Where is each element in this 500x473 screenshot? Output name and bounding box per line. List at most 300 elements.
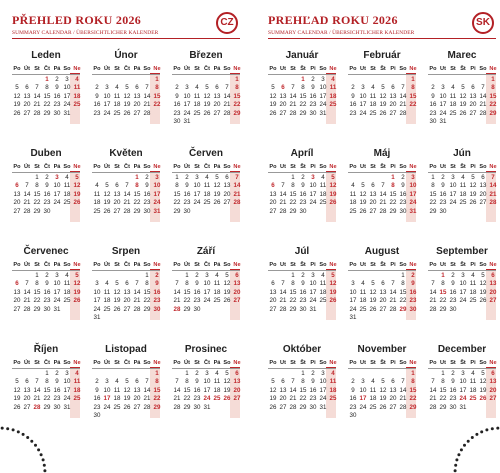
day-cell: 3 — [441, 84, 445, 92]
weekday-label: Ut — [280, 262, 286, 268]
day-cell: 8 — [185, 378, 189, 386]
day-cell: 25 — [329, 101, 337, 109]
day-cell: 18 — [329, 92, 337, 100]
day-cell: 23 — [93, 403, 101, 411]
day-cell: 9 — [411, 280, 415, 288]
day-cell: 8 — [301, 84, 305, 92]
day-cell: 4 — [451, 84, 455, 92]
weekday-label: Ne — [329, 164, 337, 170]
day-cell: 27 — [479, 199, 487, 207]
day-cell: 3 — [311, 272, 315, 279]
weekday-label: St — [370, 66, 376, 72]
day-cell: 14 — [173, 386, 181, 394]
day-cell: 20 — [489, 288, 497, 296]
day-cell: 8 — [185, 280, 189, 288]
month-name: December — [437, 344, 487, 355]
weekday-rule — [428, 74, 496, 75]
day-cell: 15 — [233, 92, 241, 100]
dotted-arc-right — [454, 427, 500, 473]
day-cell: 21 — [223, 101, 231, 109]
day-cell: 6 — [381, 280, 385, 288]
day-cell: 21 — [279, 199, 287, 207]
weekday-label: Ne — [409, 360, 417, 366]
day-cell: 3 — [195, 174, 199, 181]
day-cell: 27 — [233, 297, 241, 305]
month-block — [428, 246, 496, 326]
day-cell: 20 — [23, 101, 31, 109]
day-cell: 20 — [13, 297, 21, 305]
day-cell: 7 — [391, 280, 395, 288]
weekday-label: Pi — [470, 164, 476, 170]
weekday-label: Pá — [133, 360, 141, 366]
day-cell: 30 — [53, 109, 61, 117]
day-cell: 10 — [319, 84, 327, 92]
day-cell: 29 — [289, 207, 297, 215]
weekday-header — [428, 262, 496, 270]
day-cell: 6 — [115, 182, 119, 190]
day-cell: 6 — [491, 272, 495, 279]
day-cell: 17 — [63, 386, 71, 394]
day-cell: 12 — [123, 92, 131, 100]
day-cell: 5 — [115, 280, 119, 288]
day-cell: 1 — [401, 272, 405, 279]
day-cell: 31 — [183, 118, 191, 125]
month-name: Březen — [189, 50, 223, 61]
day-cell: 31 — [309, 305, 317, 313]
day-cell: 15 — [33, 190, 41, 198]
day-cell: 31 — [459, 403, 467, 411]
day-cell: 18 — [73, 386, 81, 394]
day-cell: 1 — [155, 370, 159, 377]
day-cell: 13 — [113, 190, 121, 198]
day-cell: 8 — [431, 182, 435, 190]
day-cell: 22 — [299, 395, 307, 403]
day-cell: 10 — [53, 182, 61, 190]
day-cell: 4 — [331, 370, 335, 377]
month-block — [348, 246, 416, 326]
weekday-label: St — [290, 262, 296, 268]
day-cell: 1 — [491, 76, 495, 83]
day-cell: 1 — [45, 76, 49, 83]
weekday-label: Pá — [133, 262, 141, 268]
day-cell: 16 — [399, 190, 407, 198]
weekday-rule — [92, 270, 160, 271]
month-block — [92, 246, 160, 326]
day-cell: 25 — [319, 199, 327, 207]
weekday-rule — [268, 74, 336, 75]
day-cell: 17 — [319, 386, 327, 394]
day-cell: 29 — [389, 207, 397, 215]
weekday-label: Út — [24, 360, 30, 366]
month-block — [268, 148, 336, 228]
weekday-label: Čt — [124, 164, 130, 170]
day-cell: 1 — [291, 174, 295, 181]
day-cell: 22 — [133, 199, 141, 207]
day-cell: 4 — [371, 378, 375, 386]
day-cell: 26 — [379, 109, 387, 117]
weekday-rule — [268, 172, 336, 173]
weekday-label: Št — [300, 66, 306, 72]
day-cell: 21 — [143, 101, 151, 109]
weekday-label: So — [319, 164, 327, 170]
weekday-label: Ne — [489, 262, 497, 268]
day-cell: 15 — [439, 386, 447, 394]
day-cell: 24 — [203, 297, 211, 305]
day-cell: 6 — [25, 84, 29, 92]
day-cell: 7 — [135, 280, 139, 288]
day-cell: 30 — [299, 305, 307, 313]
day-cell: 15 — [409, 92, 417, 100]
day-cell: 19 — [479, 288, 487, 296]
weekday-label: So — [479, 360, 487, 366]
weekday-label: Út — [24, 262, 30, 268]
day-cell: 4 — [215, 370, 219, 377]
weekday-header — [348, 66, 416, 74]
weekday-label: Pá — [53, 262, 61, 268]
day-cell: 14 — [33, 386, 41, 394]
day-cell: 21 — [389, 297, 397, 305]
day-cell: 23 — [183, 199, 191, 207]
day-cell: 24 — [183, 109, 191, 117]
day-cell: 15 — [429, 190, 437, 198]
day-cell: 26 — [73, 297, 81, 305]
day-cell: 18 — [369, 395, 377, 403]
day-cell: 9 — [301, 182, 305, 190]
weekday-label: St — [34, 66, 40, 72]
day-cell: 31 — [349, 314, 357, 321]
weekday-label: Čt — [44, 262, 50, 268]
day-cell: 18 — [93, 199, 101, 207]
day-cell: 24 — [153, 199, 161, 207]
day-cell: 11 — [449, 92, 457, 100]
weekday-label: Ut — [360, 360, 366, 366]
day-cell: 25 — [203, 199, 211, 207]
day-cell: 14 — [133, 288, 141, 296]
weekday-label: Po — [13, 164, 21, 170]
day-cell: 17 — [359, 395, 367, 403]
day-cell: 10 — [63, 378, 71, 386]
month-name: Prosinec — [184, 344, 228, 355]
day-cell: 29 — [133, 207, 141, 215]
day-cell: 5 — [125, 378, 129, 386]
weekday-label: Št — [380, 360, 386, 366]
day-cell: 14 — [399, 386, 407, 394]
day-cell: 5 — [361, 182, 365, 190]
weekday-rule — [12, 368, 80, 369]
day-cell: 19 — [479, 386, 487, 394]
day-cell: 10 — [153, 182, 161, 190]
day-cell: 19 — [103, 199, 111, 207]
day-cell: 6 — [471, 84, 475, 92]
day-cell: 22 — [439, 395, 447, 403]
day-cell: 29 — [153, 403, 161, 411]
day-cell: 28 — [143, 109, 151, 117]
weekday-header — [92, 164, 160, 172]
day-cell: 4 — [351, 182, 355, 190]
weekday-header — [428, 164, 496, 172]
day-cell: 29 — [439, 403, 447, 411]
day-cell: 23 — [173, 109, 181, 117]
day-cell: 10 — [203, 378, 211, 386]
weekday-label: St — [194, 262, 200, 268]
day-cell: 11 — [73, 378, 81, 386]
weekday-label: So — [63, 66, 71, 72]
day-cell: 30 — [143, 207, 151, 215]
day-cell: 18 — [213, 386, 221, 394]
weekday-label: Út — [104, 66, 110, 72]
day-cell: 25 — [349, 207, 357, 215]
weekday-label: Po — [173, 164, 181, 170]
day-cell: 19 — [359, 199, 367, 207]
day-cell: 3 — [411, 174, 415, 181]
day-cell: 16 — [53, 386, 61, 394]
day-cell: 29 — [43, 109, 51, 117]
day-cell: 3 — [321, 370, 325, 377]
day-cell: 23 — [349, 109, 357, 117]
day-cell: 22 — [233, 101, 241, 109]
day-cell: 24 — [309, 297, 317, 305]
day-cell: 12 — [379, 92, 387, 100]
day-cell: 28 — [143, 403, 151, 411]
weekday-label: Ne — [329, 360, 337, 366]
day-cell: 6 — [271, 182, 275, 190]
day-cell: 2 — [145, 174, 149, 181]
day-cell: 15 — [289, 288, 297, 296]
month-grid — [268, 50, 496, 442]
day-cell: 17 — [459, 386, 467, 394]
day-cell: 20 — [233, 386, 241, 394]
weekday-label: Po — [429, 66, 437, 72]
day-cell: 29 — [399, 305, 407, 313]
weekday-label: Út — [104, 262, 110, 268]
day-cell: 14 — [279, 190, 287, 198]
day-cell: 26 — [369, 305, 377, 313]
day-cell: 16 — [349, 101, 357, 109]
weekday-label: Čt — [124, 262, 130, 268]
day-cell: 19 — [459, 101, 467, 109]
day-cell: 17 — [103, 395, 111, 403]
day-cell: 6 — [225, 174, 229, 181]
day-cell: 23 — [93, 109, 101, 117]
day-cell: 1 — [235, 76, 239, 83]
day-cell: 6 — [15, 280, 19, 288]
day-cell: 15 — [153, 92, 161, 100]
day-cell: 18 — [113, 395, 121, 403]
day-cell: 29 — [33, 207, 41, 215]
weekday-label: Čt — [124, 360, 130, 366]
day-cell: 28 — [33, 109, 41, 117]
day-cell: 18 — [349, 199, 357, 207]
day-cell: 5 — [371, 280, 375, 288]
weekday-label: Pá — [213, 66, 221, 72]
day-cell: 13 — [23, 92, 31, 100]
day-cell: 25 — [213, 297, 221, 305]
day-cell: 12 — [459, 92, 467, 100]
day-cell: 9 — [431, 92, 435, 100]
day-cell: 15 — [183, 288, 191, 296]
day-cell: 23 — [449, 395, 457, 403]
weekday-label: Čt — [204, 360, 210, 366]
day-cell: 12 — [269, 92, 277, 100]
day-cell: 1 — [145, 272, 149, 279]
weekday-label: Št — [460, 360, 466, 366]
day-cell: 15 — [399, 288, 407, 296]
decorative-dotted-arc — [0, 402, 500, 473]
day-cell: 19 — [269, 101, 277, 109]
day-cell: 28 — [289, 403, 297, 411]
weekday-label: Čt — [44, 66, 50, 72]
day-cell: 24 — [63, 101, 71, 109]
month-name: Listopad — [105, 344, 147, 355]
weekday-label: Ne — [329, 262, 337, 268]
weekday-label: Út — [184, 360, 190, 366]
day-cell: 25 — [449, 109, 457, 117]
day-cell: 23 — [299, 199, 307, 207]
month-name: Apríl — [290, 148, 314, 159]
weekday-label: Po — [349, 360, 357, 366]
day-cell: 21 — [289, 101, 297, 109]
day-cell: 27 — [379, 305, 387, 313]
day-cell: 3 — [205, 272, 209, 279]
day-cell: 21 — [23, 297, 31, 305]
weekday-header — [268, 360, 336, 368]
day-cell: 16 — [43, 190, 51, 198]
day-cell: 6 — [271, 280, 275, 288]
day-cell: 3 — [185, 84, 189, 92]
day-cell: 15 — [173, 190, 181, 198]
weekday-label: So — [399, 66, 407, 72]
day-cell: 9 — [95, 386, 99, 394]
day-cell: 24 — [193, 199, 201, 207]
day-cell: 22 — [183, 395, 191, 403]
weekday-label: Po — [93, 360, 101, 366]
weekday-label: Út — [184, 66, 190, 72]
day-cell: 6 — [235, 370, 239, 377]
country-badge: SK — [472, 12, 494, 34]
weekday-rule — [268, 368, 336, 369]
weekday-label: Ne — [153, 360, 161, 366]
day-cell: 26 — [223, 297, 231, 305]
day-cell: 10 — [309, 280, 317, 288]
day-cell: 25 — [319, 297, 327, 305]
day-cell: 6 — [391, 378, 395, 386]
day-cell: 22 — [409, 101, 417, 109]
weekday-label: St — [194, 360, 200, 366]
day-cell: 25 — [213, 395, 221, 403]
day-cell: 24 — [449, 199, 457, 207]
weekday-label: So — [143, 164, 151, 170]
month-name: September — [436, 246, 488, 257]
day-cell: 19 — [329, 190, 337, 198]
day-cell: 27 — [369, 207, 377, 215]
day-cell: 30 — [349, 412, 357, 419]
weekday-label: Pi — [390, 262, 396, 268]
day-cell: 12 — [223, 280, 231, 288]
day-cell: 4 — [115, 84, 119, 92]
day-cell: 21 — [143, 395, 151, 403]
weekday-label: So — [223, 360, 231, 366]
day-cell: 15 — [389, 190, 397, 198]
day-cell: 7 — [235, 174, 239, 181]
day-cell: 22 — [33, 297, 41, 305]
day-cell: 20 — [133, 395, 141, 403]
day-cell: 5 — [481, 272, 485, 279]
day-cell: 18 — [359, 297, 367, 305]
day-cell: 27 — [23, 109, 31, 117]
weekday-rule — [92, 74, 160, 75]
day-cell: 11 — [203, 182, 211, 190]
day-cell: 25 — [359, 305, 367, 313]
day-cell: 20 — [213, 101, 221, 109]
day-cell: 22 — [183, 297, 191, 305]
day-cell: 16 — [143, 190, 151, 198]
day-cell: 7 — [35, 84, 39, 92]
weekday-label: Čt — [204, 164, 210, 170]
day-cell: 17 — [459, 288, 467, 296]
day-cell: 20 — [369, 199, 377, 207]
day-cell: 19 — [73, 190, 81, 198]
day-cell: 11 — [329, 378, 337, 386]
day-cell: 13 — [269, 190, 277, 198]
day-cell: 21 — [489, 190, 497, 198]
day-cell: 26 — [213, 199, 221, 207]
day-cell: 21 — [429, 395, 437, 403]
day-cell: 31 — [319, 109, 327, 117]
day-cell: 23 — [299, 297, 307, 305]
weekday-label: Po — [13, 262, 21, 268]
day-cell: 15 — [489, 92, 497, 100]
day-cell: 18 — [469, 288, 477, 296]
header-rule — [268, 38, 496, 39]
day-cell: 15 — [289, 190, 297, 198]
day-cell: 13 — [469, 92, 477, 100]
day-cell: 26 — [379, 403, 387, 411]
weekday-label: Ne — [233, 360, 241, 366]
day-cell: 18 — [449, 101, 457, 109]
day-cell: 14 — [479, 92, 487, 100]
weekday-label: Št — [300, 262, 306, 268]
day-cell: 7 — [481, 84, 485, 92]
day-cell: 16 — [449, 386, 457, 394]
day-cell: 28 — [223, 109, 231, 117]
weekday-label: Pá — [53, 164, 61, 170]
day-cell: 22 — [173, 199, 181, 207]
day-cell: 1 — [441, 272, 445, 279]
day-cell: 9 — [301, 280, 305, 288]
day-cell: 9 — [195, 378, 199, 386]
day-cell: 15 — [33, 288, 41, 296]
day-cell: 5 — [471, 174, 475, 181]
day-cell: 11 — [459, 182, 467, 190]
weekday-label: Ne — [73, 262, 81, 268]
day-cell: 7 — [125, 182, 129, 190]
weekday-label: Ne — [233, 262, 241, 268]
weekday-label: St — [450, 66, 456, 72]
day-cell: 30 — [43, 305, 51, 313]
day-cell: 4 — [105, 280, 109, 288]
day-cell: 8 — [411, 84, 415, 92]
day-cell: 25 — [369, 109, 377, 117]
day-cell: 12 — [73, 182, 81, 190]
day-cell: 16 — [309, 92, 317, 100]
day-cell: 15 — [299, 92, 307, 100]
day-cell: 16 — [309, 386, 317, 394]
day-cell: 28 — [379, 207, 387, 215]
day-cell: 9 — [45, 182, 49, 190]
day-cell: 5 — [331, 272, 335, 279]
weekday-header — [348, 360, 416, 368]
weekday-label: Po — [349, 66, 357, 72]
